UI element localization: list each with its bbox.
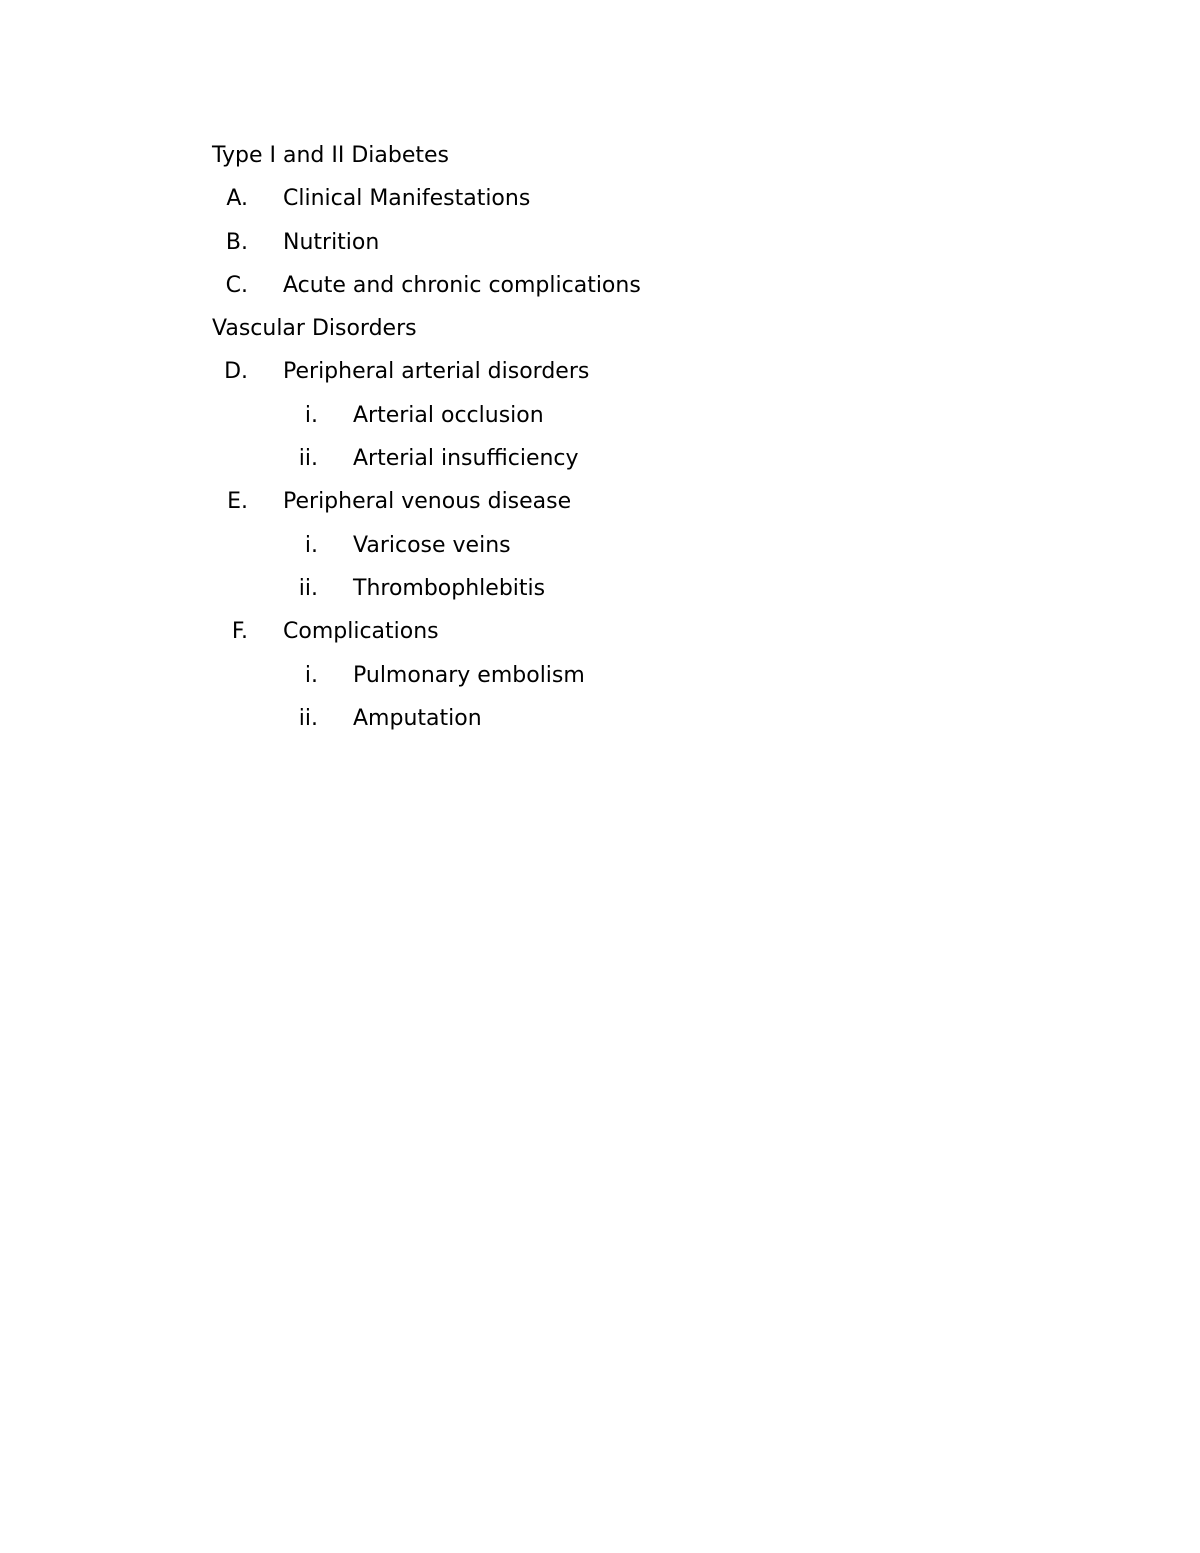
list-marker: D.	[224, 359, 248, 385]
section-heading	[0, 307, 1200, 350]
list-item-text: Clinical Manifestations	[283, 186, 531, 212]
list-marker: E.	[227, 489, 248, 515]
sub-list-item	[0, 437, 1200, 480]
list-item-text: Pulmonary embolism	[353, 662, 585, 688]
list-marker: i.	[304, 402, 318, 428]
list-marker: i.	[304, 532, 318, 558]
list-item-text: Arterial insufficiency	[353, 446, 579, 472]
list-marker: ii.	[298, 575, 318, 601]
heading-text: Vascular Disorders	[212, 316, 417, 342]
list-marker: B.	[225, 229, 248, 255]
sub-list-item	[0, 394, 1200, 437]
list-item	[0, 350, 1200, 393]
list-item-text: Arterial occlusion	[353, 402, 544, 428]
section-heading	[0, 134, 1200, 177]
outline	[0, 134, 1200, 740]
list-item-text: Thrombophlebitis	[353, 575, 546, 601]
sub-list-item	[0, 697, 1200, 740]
list-item-text: Amputation	[353, 705, 482, 731]
sub-list-item	[0, 654, 1200, 697]
list-item-text: Acute and chronic complications	[283, 272, 641, 298]
list-item-text: Peripheral arterial disorders	[283, 359, 590, 385]
list-item	[0, 610, 1200, 653]
list-item	[0, 177, 1200, 220]
list-marker: C.	[225, 272, 248, 298]
sub-list-item	[0, 567, 1200, 610]
list-item-text: Varicose veins	[353, 532, 511, 558]
list-item	[0, 480, 1200, 523]
list-marker: F.	[231, 619, 248, 645]
list-marker: ii.	[298, 705, 318, 731]
list-marker: ii.	[298, 446, 318, 472]
heading-text: Type I and II Diabetes	[212, 143, 450, 168]
list-item	[0, 221, 1200, 264]
list-item	[0, 264, 1200, 307]
list-marker: A.	[226, 186, 248, 212]
list-item-text: Peripheral venous disease	[283, 489, 572, 515]
sub-list-item	[0, 524, 1200, 567]
list-marker: i.	[304, 662, 318, 688]
list-item-text: Complications	[283, 619, 439, 645]
list-item-text: Nutrition	[283, 229, 380, 255]
